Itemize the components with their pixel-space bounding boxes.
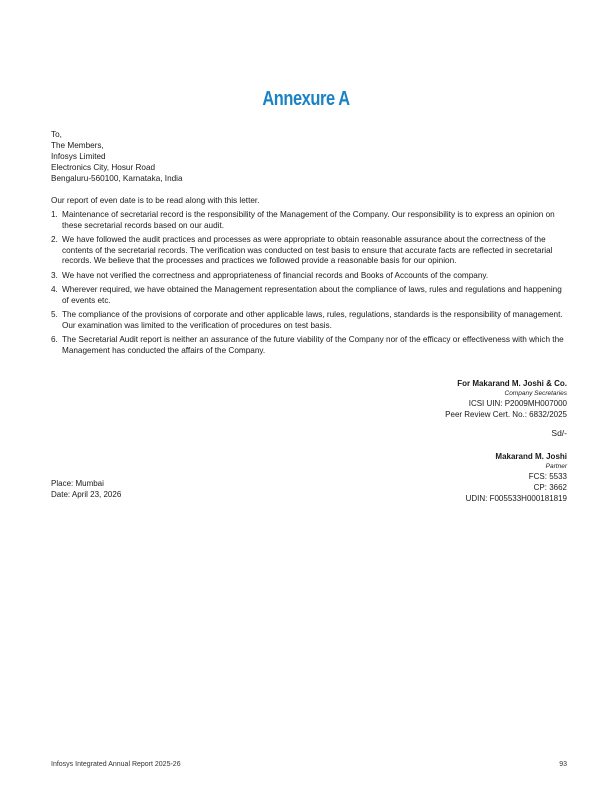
- list-item: [51, 310, 566, 331]
- item-text: We have followed the audit practices and processes as were appropriate to obtain reasonable assurance about the correctness of the contents of the secretarial records. The verification was conducted on test basis to ensure that accurate facts are reflected in secretarial records. We believe that the processes and practices we followed provide a reasonable basis for our opinion.: [62, 235, 553, 265]
- item-number: 6.: [51, 335, 58, 344]
- firm-signature-block: [445, 378, 567, 420]
- signer-name: Makarand M. Joshi: [495, 452, 567, 461]
- address-line: Electronics City, Hosur Road: [51, 163, 156, 172]
- firm-icsi: ICSI UIN: P2009MH007000: [468, 399, 567, 408]
- page-number: 93: [559, 761, 567, 768]
- list-item: [51, 271, 566, 282]
- addressee-block: [51, 129, 183, 184]
- footer-report-title: Infosys Integrated Annual Report 2025-26: [51, 761, 181, 768]
- signer-role: Partner: [545, 463, 567, 470]
- item-text: The Secretarial Audit report is neither an assurance of the future viability of the Company nor of the efficacy or effectiveness with which the Management has conducted the affairs of the Company.: [62, 335, 564, 355]
- address-line: Bengaluru-560100, Karnataka, India: [51, 174, 183, 183]
- date-text: Date: April 23, 2026: [51, 490, 122, 499]
- address-line: The Members,: [51, 141, 104, 150]
- item-number: 5.: [51, 310, 58, 319]
- list-item: [51, 210, 566, 231]
- signed-mark: Sd/-: [551, 428, 567, 438]
- item-number: 4.: [51, 285, 58, 294]
- signer-block: [466, 451, 567, 504]
- item-number: 3.: [51, 270, 58, 280]
- item-text: The compliance of the provisions of corporate and other applicable laws, rules, regulations, standards is the responsibility of management. Our examination was limited to the verification of procedures on test basis.: [62, 310, 563, 330]
- address-line: To,: [51, 130, 62, 139]
- signer-cp: CP: 3662: [533, 483, 567, 492]
- firm-role: Company Secretaries: [504, 390, 567, 397]
- signer-udin: UDIN: F005533H000181819: [465, 494, 567, 503]
- address-line: Infosys Limited: [51, 152, 106, 161]
- list-item: [51, 335, 566, 356]
- place-text: Place: Mumbai: [51, 479, 104, 488]
- item-number: 2.: [51, 235, 58, 244]
- item-text: We have not verified the correctness and appropriateness of financial records and Books of Accounts of the company.: [62, 270, 489, 280]
- item-text: Wherever required, we have obtained the Management representation about the compliance of laws, rules and regulations and happening of events etc.: [62, 285, 562, 305]
- firm-name: For Makarand M. Joshi & Co.: [457, 379, 567, 388]
- item-number: 1.: [51, 210, 58, 219]
- place-date-block: [51, 478, 121, 500]
- item-text: Maintenance of secretarial record is the responsibility of the Management of the Company. Our responsibility is to express an opinion on these secretarial records based on our audit.: [62, 210, 555, 230]
- signer-fcs: FCS: 5533: [528, 472, 567, 481]
- list-item: [51, 285, 566, 306]
- intro-text: Our report of even date is to be read along with this letter.: [51, 196, 260, 205]
- points-list: [51, 210, 566, 360]
- list-item: [51, 235, 566, 267]
- firm-peer-review: Peer Review Cert. No.: 6832/2025: [445, 410, 567, 419]
- page-title: Annexure A: [262, 88, 350, 110]
